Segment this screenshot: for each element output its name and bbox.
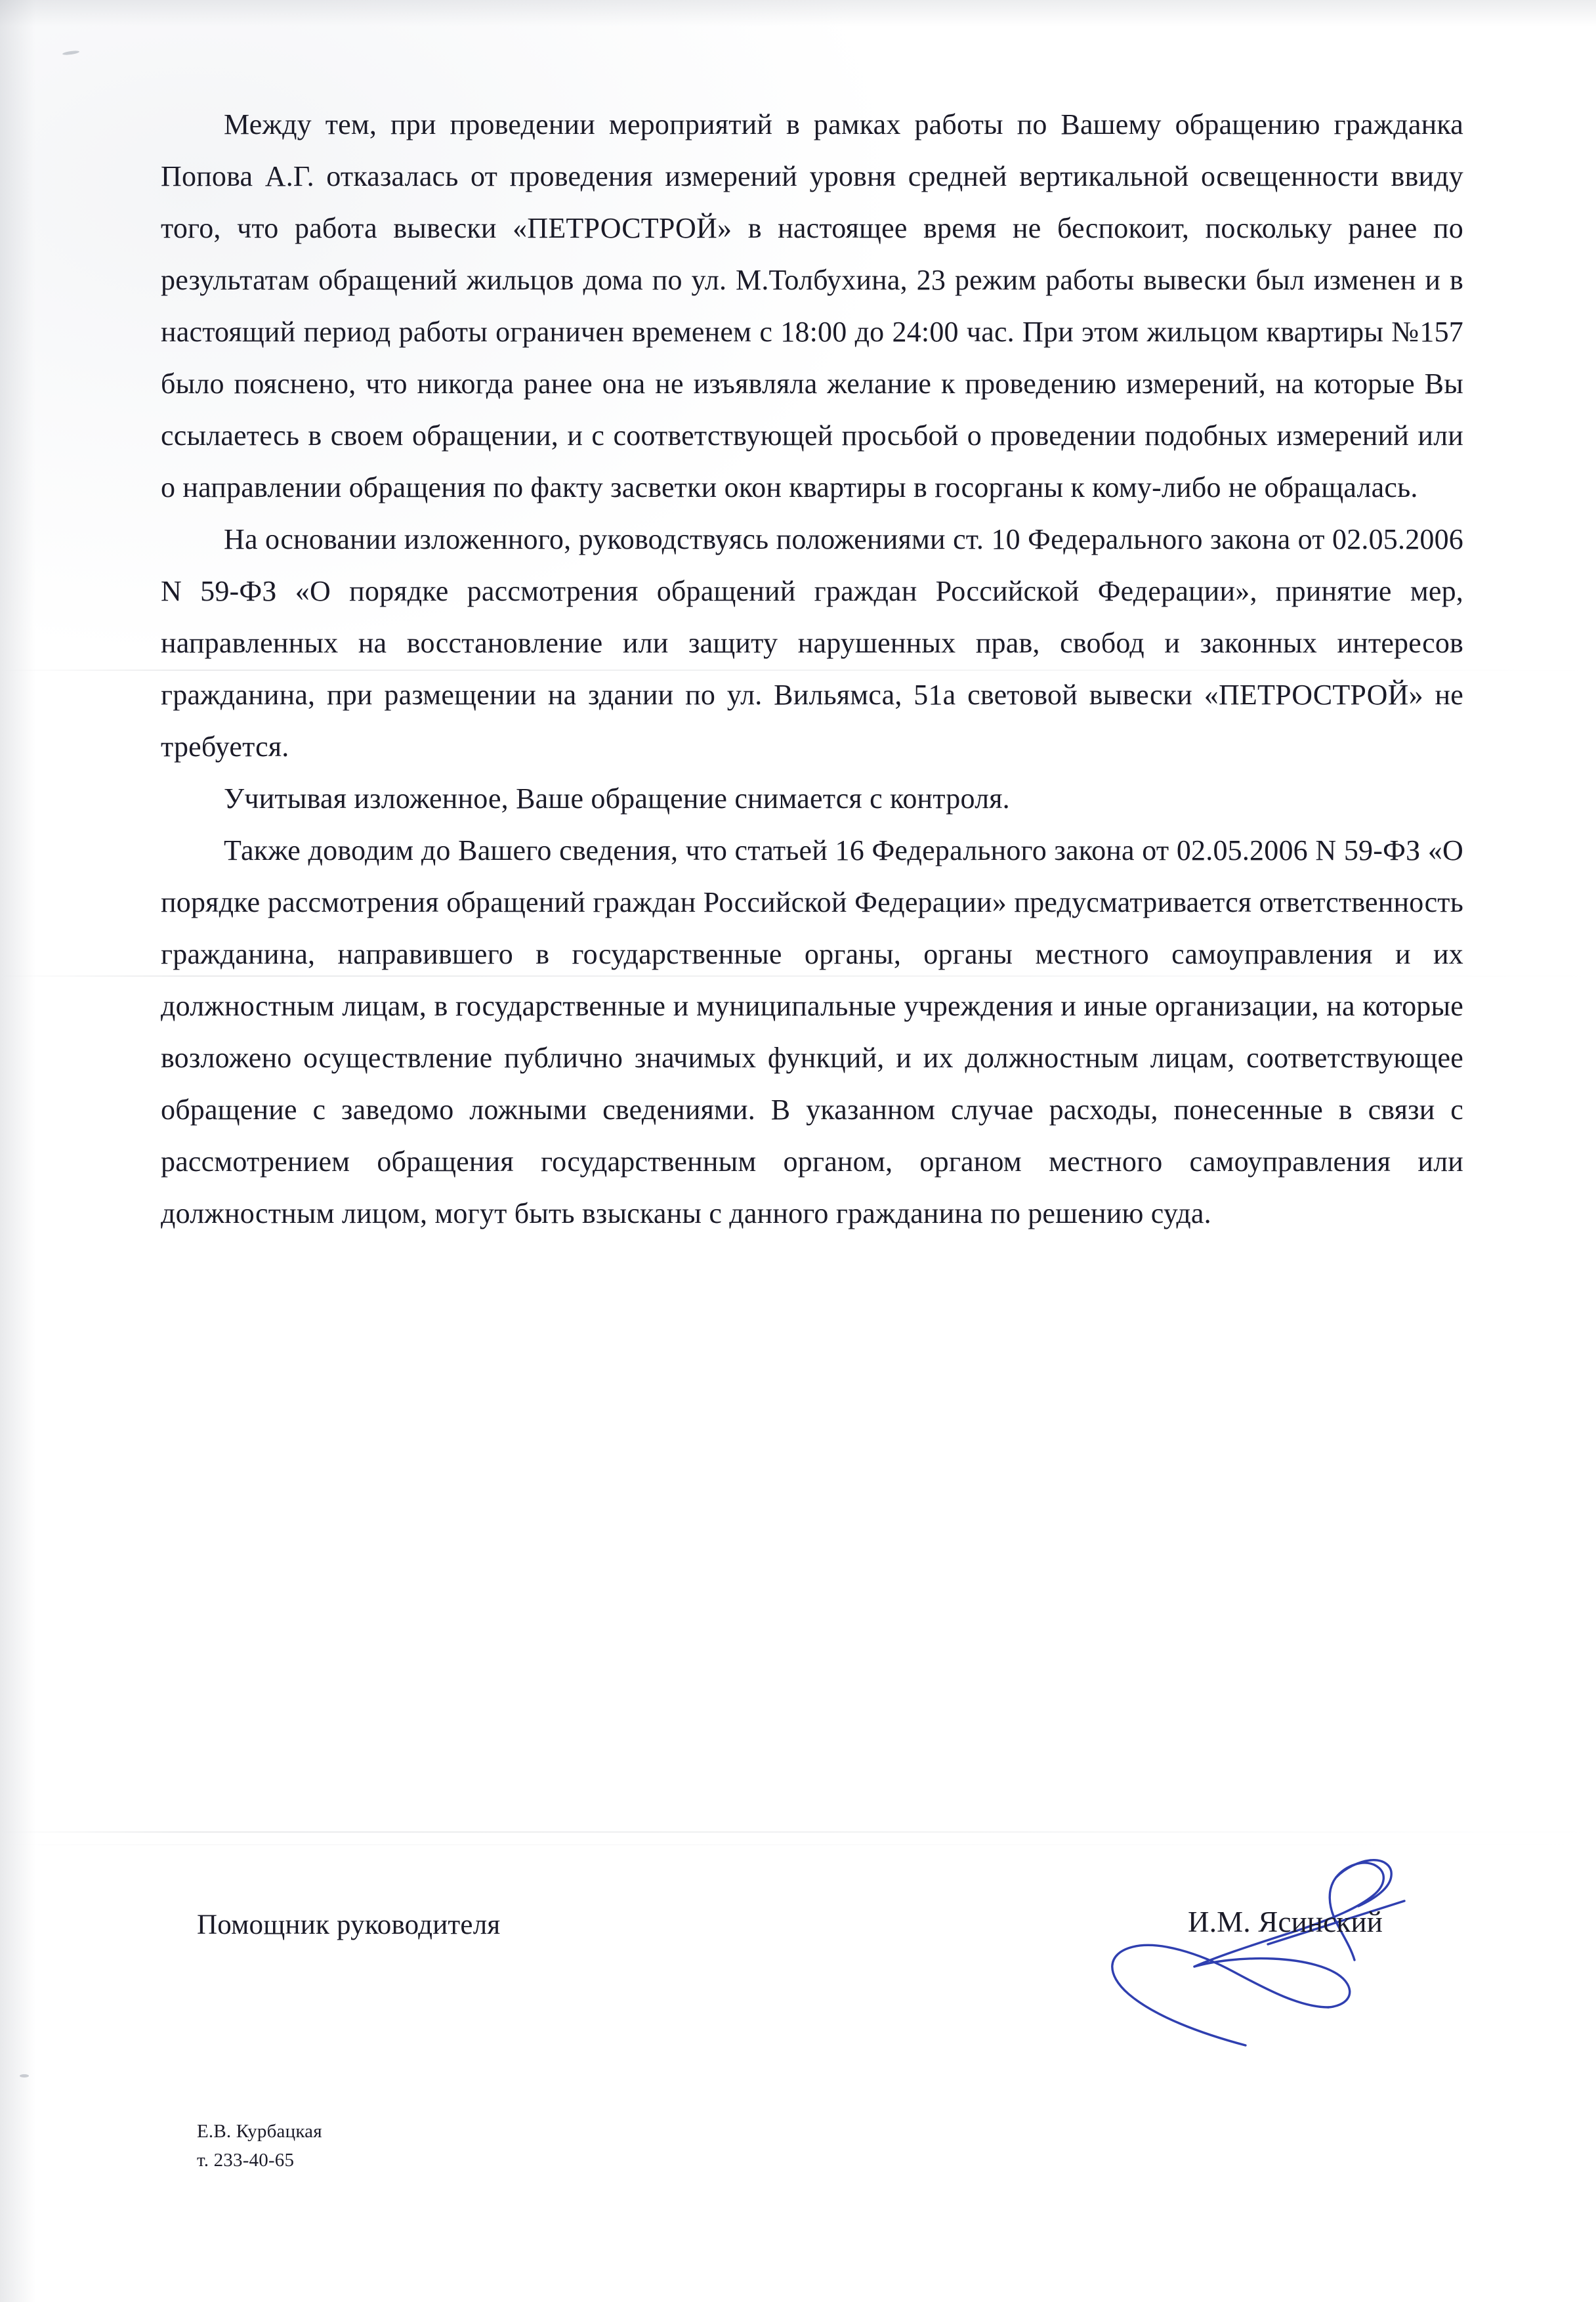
- handwritten-signature: [1037, 1825, 1444, 2061]
- paper-crease: [0, 1831, 1596, 1833]
- page-left-shadow: [0, 0, 35, 2302]
- paragraph-text: Также доводим до Вашего сведения, что статьей 16 Федерального закона от 02.05.2006 N 59-ФЗ «О порядке рассмотрения обращений граждан Российской Федерации» предусматривается ответственность гражданина, направившего в государственные органы, органы местного самоуправления и их должностным лицам, в государственные и муниципальные учреждения и иные организации, на которые возложено осуществление публично значимых функций, и их должностным лицам, соответствующее обращение с заведомо ложными сведениями. В указанном случае расходы, понесенные в связи с рассмотрением обращения государственным органом, органом местного самоуправления или должностным лицом, могут быть взысканы с данного гражданина по решению суда.: [161, 834, 1463, 1229]
- paragraph-text: На основании изложенного, руководствуясь положениями ст. 10 Федерального закона от 02.05.2006 N 59-ФЗ «О порядке рассмотрения обращений граждан Российской Федерации», принятие мер, направленных на восстановление или защиту нарушенных прав, свобод и законных интересов гражданина, при размещении на здании по ул. Вильямса, 51а световой вывески «ПЕТРОСТРОЙ» не требуется.: [161, 523, 1463, 763]
- signer-position: Помощник руководителя: [197, 1909, 501, 1940]
- signature-block: [197, 1897, 1444, 1982]
- executor-info: [197, 2117, 322, 2175]
- paragraph-text: Между тем, при проведении мероприятий в рамках работы по Вашему обращению гражданка Попова А.Г. отказалась от проведения измерений уровня средней вертикальной освещенности ввиду того, что работа вывески «ПЕТРОСТРОЙ» в настоящее время не беспокоит, поскольку ранее по результатам обращений жильцов дома по ул. М.Толбухина, 23 режим работы вывески был изменен и в настоящий период работы ограничен временем с 18:00 до 24:00 час. При этом жильцом квартиры №157 было пояснено, что никогда ранее она не изъявляла желание к проведению измерений, на которые Вы ссылаетесь в своем обращении, и с соответствующей просьбой о проведении подобных измерений или о направлении обращения по факту засветки окон квартиры в госорганы к кому-либо не обращалась.: [161, 108, 1463, 503]
- letter-body: [161, 98, 1463, 1239]
- page-top-shadow: [0, 0, 1596, 26]
- executor-name: Е.В. Курбацкая: [197, 2121, 322, 2142]
- scan-speck: [62, 50, 79, 56]
- paragraph-3: [161, 773, 1463, 824]
- scan-speck: [20, 2074, 29, 2078]
- paragraph-2: [161, 513, 1463, 773]
- paragraph-text: Учитывая изложенное, Ваше обращение снимается с контроля.: [224, 782, 1010, 815]
- paragraph-1: [161, 98, 1463, 513]
- signer-name: И.М. Ясинский: [1188, 1906, 1383, 1938]
- paper-crease: [0, 1844, 1596, 1845]
- executor-phone: т. 233-40-65: [197, 2150, 295, 2171]
- paragraph-4: [161, 824, 1463, 1239]
